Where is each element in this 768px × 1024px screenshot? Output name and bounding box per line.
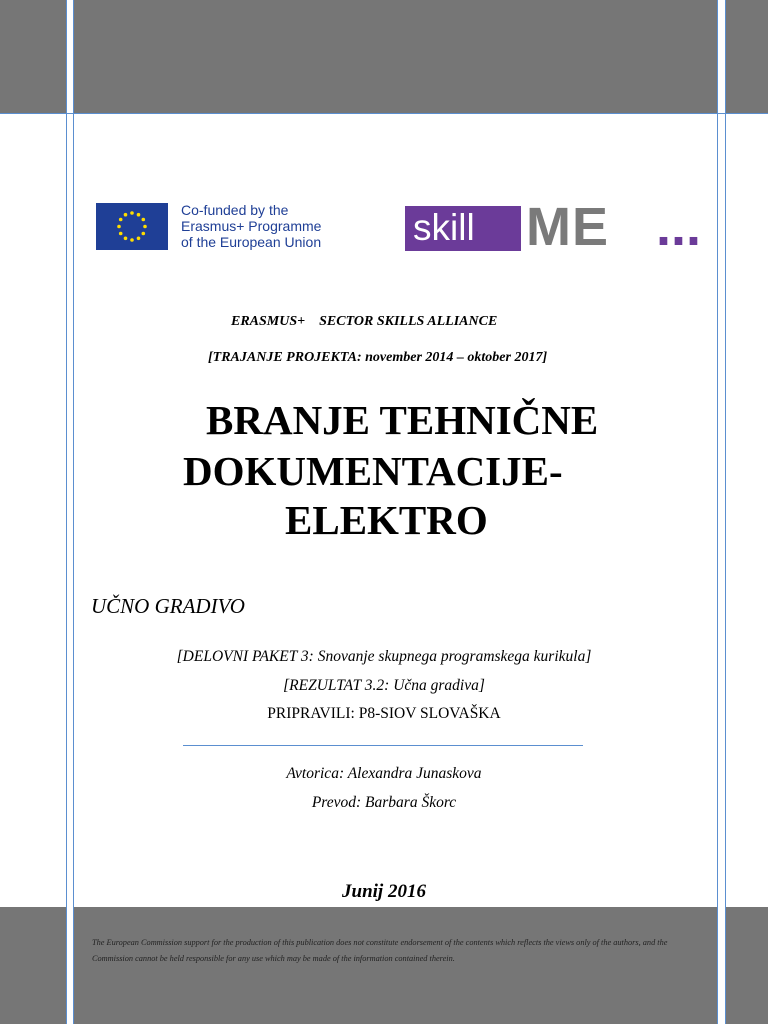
frame-line-left-outer xyxy=(66,0,67,1024)
bottom-band-right xyxy=(726,907,768,1024)
eu-cofunded-text xyxy=(181,202,321,250)
translation: Prevod: Barbara Škorc xyxy=(311,794,457,811)
frame-line-right-outer xyxy=(725,0,726,1024)
work-package: [DELOVNI PAKET 3: Snovanje skupnega programskega kurikula] xyxy=(176,648,592,665)
result: [REZULTAT 3.2: Učna gradiva] xyxy=(283,677,485,694)
eu-disclaimer: The European Commission support for the production of this publication does not constitute endorsement of the contents which reflects the views only of the authors, and the Commission cannot be held responsible for any use which may be made of the information contained therein. xyxy=(92,938,668,963)
program-line: ERASMUS+ SECTOR SKILLS ALLIANCE xyxy=(231,314,498,329)
top-band-right xyxy=(726,0,768,113)
bottom-band-left xyxy=(0,907,66,1024)
separator-rule xyxy=(183,745,583,746)
subtitle: UČNO GRADIVO xyxy=(91,594,245,618)
title-line-1: BRANJE TEHNIČNE xyxy=(206,397,599,443)
top-band-center xyxy=(74,0,717,113)
publication-date: Junij 2016 xyxy=(342,881,426,902)
title-line-2: DOKUMENTACIJE- xyxy=(183,448,563,494)
frame-line-left-inner xyxy=(73,0,74,1024)
prepared-by: PRIPRAVILI: P8-SIOV SLOVAŠKA xyxy=(267,705,501,722)
skillme-logo-skill: skill xyxy=(413,207,475,248)
eu-stars-icon xyxy=(96,203,168,250)
frame-line-right-inner xyxy=(717,0,718,1024)
top-band-left xyxy=(0,0,66,113)
title-line-3: ELEKTRO xyxy=(285,497,488,543)
author: Avtorica: Alexandra Junaskova xyxy=(286,765,482,782)
eu-text-line-1: Co-funded by the xyxy=(181,202,289,218)
eu-text-line-3: of the European Union xyxy=(181,234,322,250)
eu-flag-logo xyxy=(96,203,168,250)
frame-line-top xyxy=(0,113,768,114)
eu-text-line-2: Erasmus+ Programme xyxy=(181,218,322,234)
skillme-logo-dots: ... xyxy=(656,197,702,257)
skillme-logo-me: ME xyxy=(526,197,609,257)
project-duration: [TRAJANJE PROJEKTA: november 2014 – oktober 2017] xyxy=(208,350,548,365)
